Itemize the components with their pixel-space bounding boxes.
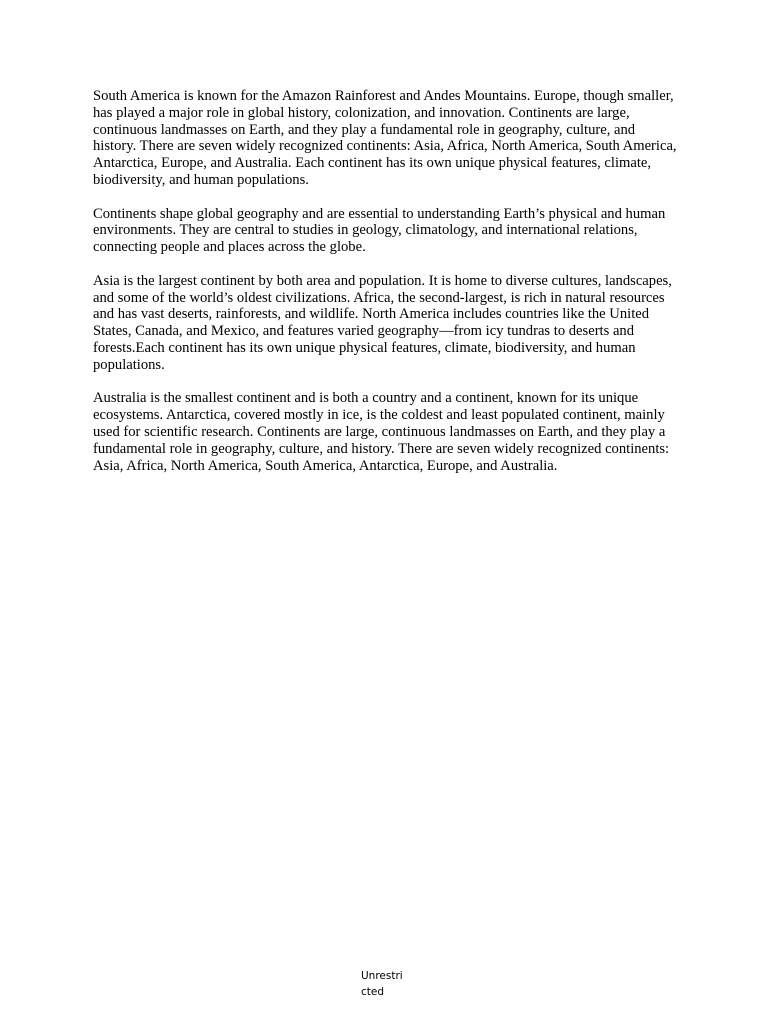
footer-classification-line-1: Unrestri [361, 970, 403, 982]
footer-classification-line-2: cted [361, 986, 385, 998]
footer-classification-label [361, 968, 411, 1000]
paragraph-australia-antarctica: Australia is the smallest continent and is both a country and a continent, known for its unique ecosystems. Antarctica, covered mostly in ice, is the coldest and least populated continent, mainly used for scientific research. Continents are large, continuous landmasses on Earth, and they play a fundamental role in geography, culture, and history. There are seven widely recognized continents: Asia, Africa, North America, South America, Antarctica, Europe, and Australia. [93, 390, 670, 474]
document-body [93, 88, 677, 491]
paragraph-continents-shape-geography: Continents shape global geography and are essential to understanding Earth’s physical and human environments. They are central to studies in geology, climatology, and international relations, connecting people and places across the globe. [93, 205, 666, 256]
paragraph-south-america-europe: South America is known for the Amazon Rainforest and Andes Mountains. Europe, though smaller, has played a major role in global history, colonization, and innovation. Continents are large, continuous landmasses on Earth, and they play a fundamental role in geography, culture, and history. There are seven widely recognized continents: Asia, Africa, North America, South America, Antarctica, Europe, and Australia. Each continent has its own unique physical features, climate, biodiversity, and human populations. [93, 88, 677, 188]
paragraph-asia-africa-north-america: Asia is the largest continent by both area and population. It is home to diverse cultures, landscapes, and some of the world’s oldest civilizations. Africa, the second-largest, is rich in natural resources and has vast deserts, rainforests, and wildlife. North America includes countries like the United States, Canada, and Mexico, and features varied geography—from icy tundras to deserts and forests.Each continent has its own unique physical features, climate, biodiversity, and human populations. [93, 272, 672, 373]
